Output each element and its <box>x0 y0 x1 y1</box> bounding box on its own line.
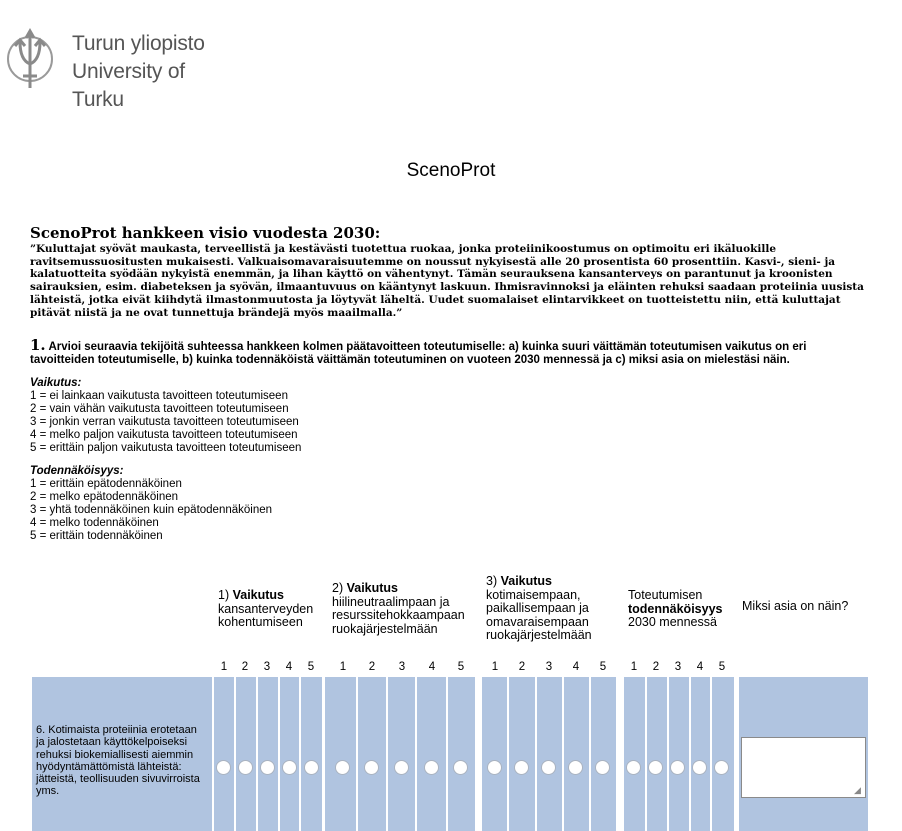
scale-number: 5 <box>599 661 607 673</box>
logo-line-1: Turun yliopisto <box>72 32 205 55</box>
radio-probability-2[interactable] <box>648 760 663 775</box>
radio-carbon-1[interactable] <box>335 760 350 775</box>
impact-scale-title: Vaikutus: <box>30 377 82 390</box>
impact-scale-item: 1 = ei lainkaan vaikutusta tavoitteen toteutumiseen <box>30 390 288 403</box>
scale-number: 3 <box>398 661 406 673</box>
question-1 <box>30 336 870 367</box>
scale-number: 5 <box>718 661 726 673</box>
scale-number: 4 <box>285 661 293 673</box>
radio-carbon-4[interactable] <box>424 760 439 775</box>
radio-domestic-5[interactable] <box>595 760 610 775</box>
probability-scale-title: Todennäköisyys: <box>30 465 124 478</box>
row-band-domestic <box>482 677 616 831</box>
column-text: 2030 mennessä <box>628 615 717 629</box>
radio-carbon-2[interactable] <box>364 760 379 775</box>
column-header-why: Miksi asia on näin? <box>742 599 849 613</box>
radio-domestic-1[interactable] <box>487 760 502 775</box>
column-separator <box>299 677 301 831</box>
radio-health-5[interactable] <box>304 760 319 775</box>
radio-carbon-5[interactable] <box>453 760 468 775</box>
scale-number: 4 <box>428 661 436 673</box>
question-text: Arvioi seuraavia tekijöitä suhteessa hankkeen kolmen päätavoitteen toteutumiselle: a) kuinka suuri väittämän toteutumisen vaikutus on eri tavoitteiden toteutumiselle, b) kuinka todennäköistä väittämän toteutuminen on vuoteen 2030 mennessä ja c) miksi asia on mielestäsi näin. <box>30 341 807 367</box>
scale-number: 1 <box>339 661 347 673</box>
column-separator <box>256 677 258 831</box>
scale-number: 4 <box>572 661 580 673</box>
resize-grip-icon: ◢ <box>854 786 861 796</box>
scale-number: 1 <box>630 661 638 673</box>
radio-domestic-4[interactable] <box>568 760 583 775</box>
column-prefix: 1) <box>218 588 233 602</box>
radio-carbon-3[interactable] <box>394 760 409 775</box>
column-separator <box>415 677 417 831</box>
column-separator <box>645 677 647 831</box>
scale-number: 3 <box>545 661 553 673</box>
column-bold: todennäköisyys <box>628 601 723 616</box>
impact-scale-item: 5 = erittäin paljon vaikutusta tavoitteen toteutumiseen <box>30 442 302 455</box>
column-text: hiilineutraalimpaan ja resurssitehokkaampaan ruokajärjestelmään <box>332 594 465 636</box>
trident-seal-icon <box>6 26 64 92</box>
radio-domestic-2[interactable] <box>514 760 529 775</box>
scale-number: 4 <box>696 661 704 673</box>
radio-probability-3[interactable] <box>670 760 685 775</box>
column-separator <box>710 677 712 831</box>
column-header-health <box>218 589 326 630</box>
impact-scale-item: 4 = melko paljon vaikutusta tavoitteen toteutumiseen <box>30 429 298 442</box>
radio-probability-1[interactable] <box>626 760 641 775</box>
vision-text: ”Kuluttajat syövät maukasta, terveellistä ja kestävästi tuotettua ruokaa, jonka proteiinikoostumus on optimoitu eri ikäluokille ravitsemussuositusten mukaisesti. Valkuaisomavaraisuutemme on noussut nykyisestä alle 20 prosentista 60 prosenttiin. Kasvi-, sieni- ja kalatuotteita syödään nykyistä enemmän, ja lihan käyttö on vähentynyt. Tämän seurauksena kansanterveys on parantunut ja kroonisten sairauksien, esim. diabeteksen ja syövän, ilmaantuvuus on kääntynyt laskuun. Ihmisravinnoksi ja eläinten rehuksi saadaan proteiinia uusista lähteistä, jotka eivät kiihdytä ilmastonmuutosta ja löytyvät läheltä. Uudet suomalaiset elintarvikkeet on tuotteistettu niin, että kuluttajat pitävät niistä ja ne ovat tunnettuja brändejä myös maailmalla.” <box>30 243 864 319</box>
column-separator <box>234 677 236 831</box>
column-separator <box>278 677 280 831</box>
logo-line-2: University of Turku <box>72 60 185 111</box>
page-title: ScenoProt <box>406 160 496 181</box>
vision-heading: ScenoProt hankkeen visio vuodesta 2030: <box>30 224 381 242</box>
column-separator <box>212 677 214 831</box>
scale-number: 2 <box>518 661 526 673</box>
probability-scale-item: 4 = melko todennäköinen <box>30 517 159 530</box>
impact-scale-item: 2 = vain vähän vaikutusta tavoitteen toteutumiseen <box>30 403 289 416</box>
row-band-carbon <box>325 677 475 831</box>
scale-number: 1 <box>220 661 228 673</box>
radio-health-1[interactable] <box>216 760 231 775</box>
column-separator <box>386 677 388 831</box>
intro-content <box>30 224 870 543</box>
row-band-probability <box>624 677 734 831</box>
scale-number: 5 <box>307 661 315 673</box>
column-header-probability <box>628 589 738 630</box>
column-prefix: 3) <box>486 574 501 588</box>
column-separator <box>356 677 358 831</box>
column-bold: Vaikutus <box>346 581 399 595</box>
why-answer-textarea[interactable] <box>741 737 866 798</box>
column-header-carbon <box>332 582 477 636</box>
column-separator <box>589 677 591 831</box>
scale-number: 2 <box>652 661 660 673</box>
university-logo <box>6 26 238 111</box>
radio-probability-5[interactable] <box>714 760 729 775</box>
logo-text <box>72 30 238 114</box>
scale-number: 2 <box>241 661 249 673</box>
radio-health-3[interactable] <box>260 760 275 775</box>
probability-scale-item: 1 = erittäin epätodennäköinen <box>30 478 182 491</box>
scale-number: 3 <box>263 661 271 673</box>
column-separator <box>507 677 509 831</box>
column-separator <box>667 677 669 831</box>
scale-number: 1 <box>491 661 499 673</box>
question-number: 1. <box>30 336 46 355</box>
radio-domestic-3[interactable] <box>541 760 556 775</box>
column-prefix: 2) <box>332 581 347 595</box>
column-header-domestic <box>486 575 616 643</box>
radio-health-2[interactable] <box>238 760 253 775</box>
statement-6-label: 6. Kotimaista proteiinia erotetaan ja jalostetaan käyttökelpoiseksi rehuksi biokemiallisesti aiemmin hyödyntämättömistä lähteistä: jätteistä, teollisuuden sivuvirroista yms. <box>36 724 200 798</box>
column-separator <box>689 677 691 831</box>
radio-health-4[interactable] <box>282 760 297 775</box>
radio-probability-4[interactable] <box>692 760 707 775</box>
column-text: Toteutumisen <box>628 588 703 602</box>
column-bold: Vaikutus <box>500 574 553 588</box>
scale-number: 5 <box>457 661 465 673</box>
column-text: kotimaisempaan, paikallisempaan ja omavaraisempaan ruokajärjestelmään <box>486 587 592 642</box>
column-separator <box>535 677 537 831</box>
probability-scale-item: 3 = yhtä todennäköinen kuin epätodennäköinen <box>30 504 273 517</box>
scale-number: 3 <box>674 661 682 673</box>
column-bold: Vaikutus <box>232 588 285 602</box>
probability-scale-item: 5 = erittäin todennäköinen <box>30 530 163 543</box>
column-separator <box>562 677 564 831</box>
impact-scale-item: 3 = jonkin verran vaikutusta tavoitteen toteutumiseen <box>30 416 299 429</box>
column-separator <box>446 677 448 831</box>
scale-number: 2 <box>368 661 376 673</box>
probability-scale-item: 2 = melko epätodennäköinen <box>30 491 179 504</box>
column-text: kansanterveyden kohentumiseen <box>218 601 314 629</box>
